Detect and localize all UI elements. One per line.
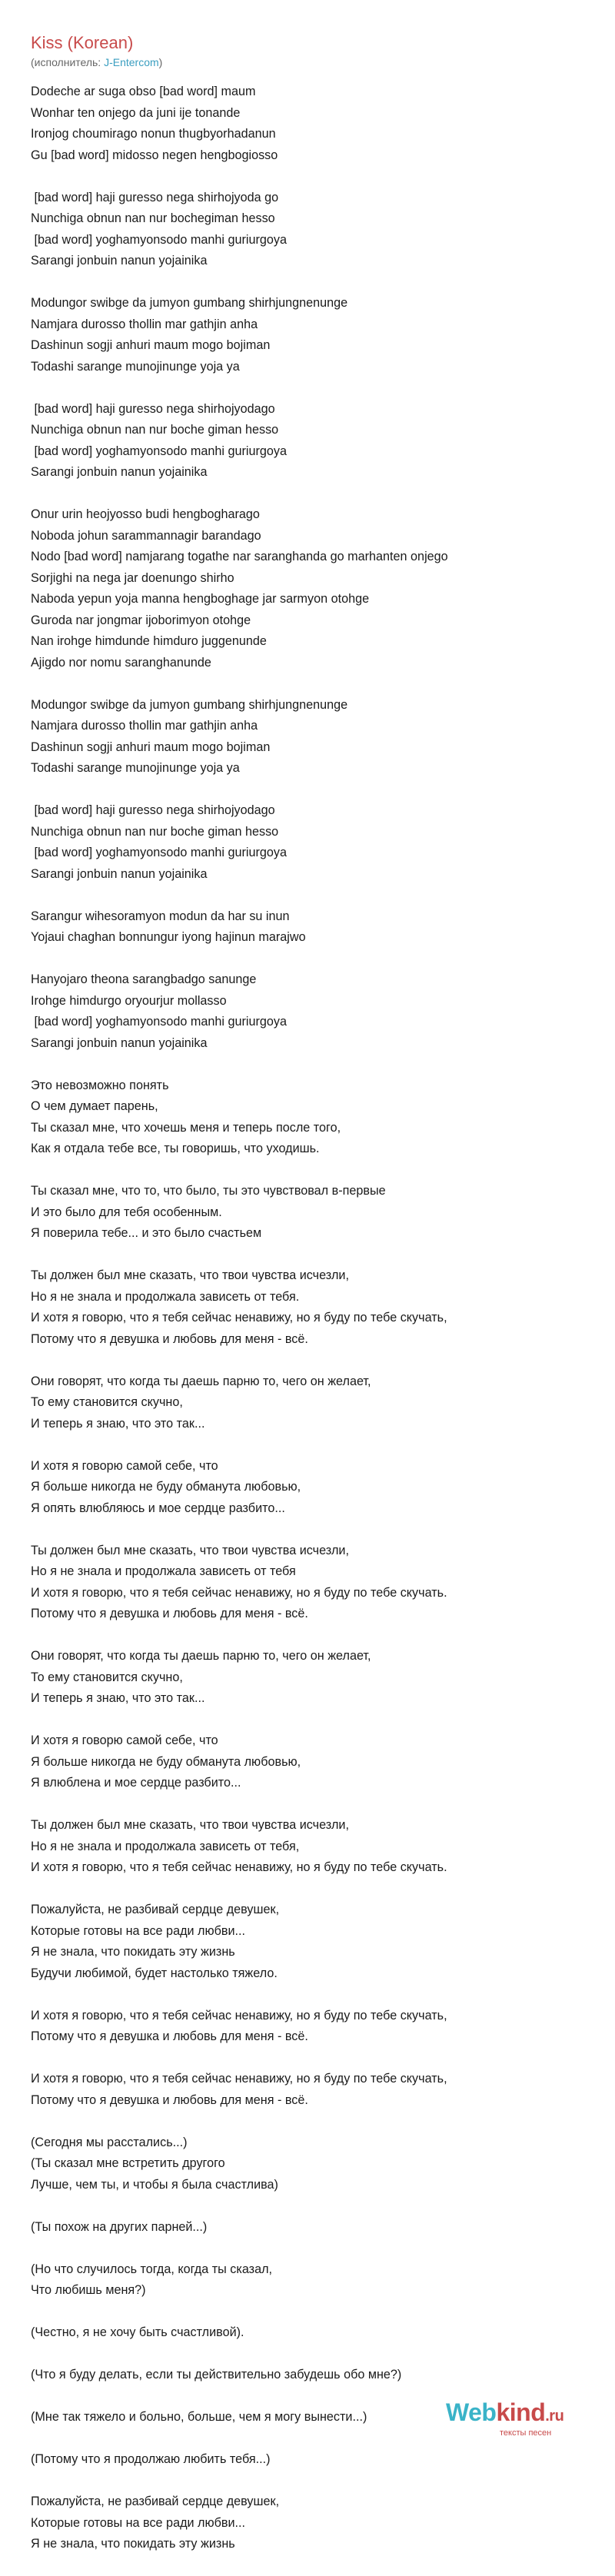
logo-ru-text: .ru	[545, 2408, 564, 2425]
logo-kind-text: kind	[496, 2398, 546, 2426]
lyrics-line: Dashinun sogji anhuri maum mogo bojiman	[31, 338, 271, 352]
lyrics-stanza	[31, 504, 600, 673]
lyrics-stanza	[31, 1181, 600, 1245]
lyrics-line: Hanyojaro theona sarangbadgo sanunge	[31, 972, 257, 986]
lyrics-line: Как я отдала тебе все, ты говоришь, что уходишь.	[31, 1142, 320, 1155]
lyrics-line: Что любишь меня?)	[31, 2283, 146, 2297]
lyrics-line: Это невозможно понять	[31, 1078, 169, 1092]
lyrics-line: И хотя я говорю самой себе, что	[31, 1733, 218, 1747]
lyrics-line: То ему становится скучно,	[31, 1670, 183, 1684]
lyrics-line: Ты сказал мне, что хочешь меня и теперь после того,	[31, 1120, 341, 1135]
lyrics-stanza	[31, 1371, 600, 1435]
lyrics-line: Но я не знала и продолжала зависеть от тебя,	[31, 1839, 300, 1853]
lyrics-line: Я опять влюбляюсь и мое сердце разбито...	[31, 1501, 285, 1515]
artist-suffix: )	[158, 56, 163, 68]
lyrics-stanza	[31, 399, 600, 484]
lyrics-stanza	[31, 1900, 600, 1984]
lyrics-line: [bad word] yoghamyonsodo manhi guriurgoya	[31, 1015, 287, 1029]
lyrics-stanza	[31, 1541, 600, 1625]
lyrics-line: И хотя я говорю самой себе, что	[31, 1458, 218, 1473]
lyrics-line: Sarangi jonbuin nanun yojainika	[31, 1035, 208, 1050]
lyrics-line: Потому что я девушка и любовь для меня - всё.	[31, 1331, 308, 1346]
lyrics-line: Sarangi jonbuin nanun yojainika	[31, 465, 208, 479]
lyrics-line: Ironjog choumirago nonun thugbyorhadanun	[31, 127, 276, 141]
lyrics-line: Guroda nar jongmar ijoborimyon otohge	[31, 613, 251, 627]
lyrics-stanza	[31, 2491, 600, 2555]
lyrics-line: Naboda yepun yoja manna hengboghage jar sarmyon otohge	[31, 592, 370, 606]
lyrics-line: Yojaui chaghan bonnungur iyong hajinun marajwo	[31, 930, 306, 944]
logo-web-text: Web	[446, 2398, 497, 2426]
lyrics-line: Потому что я девушка и любовь для меня - всё.	[31, 2092, 308, 2107]
lyrics-line: Я не знала, что покидать эту жизнь	[31, 1945, 235, 1959]
lyrics-line: Они говорят, что когда ты даешь парню то, чего он желает,	[31, 1649, 371, 1663]
lyrics-line: Пожалуйста, не разбивай сердце девушек,	[31, 1903, 280, 1916]
lyrics-stanza	[31, 1075, 600, 1160]
lyrics-line: И это было для тебя особенным.	[31, 1205, 222, 1219]
lyrics-line: Todashi sarange munojinunge yoja ya	[31, 761, 240, 775]
lyrics-line: Ты должен был мне сказать, что твои чувства исчезли,	[31, 1268, 349, 1282]
lyrics-line: И хотя я говорю, что я тебя сейчас ненавижу, но я буду по тебе скучать,	[31, 1311, 447, 1325]
lyrics-line: Я влюблена и мое сердце разбито...	[31, 1776, 241, 1790]
lyrics-stanza	[31, 906, 600, 949]
lyrics-stanza	[31, 695, 600, 779]
lyrics-line: Sorjighi na nega jar doenungo shirho	[31, 570, 234, 585]
lyrics-line: Modungor swibge da jumyon gumbang shirhjungnenunge	[31, 697, 348, 712]
lyrics-line: Будучи любимой, будет настолько тяжело.	[31, 1966, 278, 1980]
lyrics-line: Onur urin heojyosso budi hengbogharago	[31, 507, 260, 521]
lyrics-line: Они говорят, что когда ты даешь парню то, чего он желает,	[31, 1374, 371, 1388]
lyrics-line: Я больше никогда не буду обманута любовью,	[31, 1754, 301, 1769]
lyrics-line: Dodeche ar suga obso [bad word] maum	[31, 85, 256, 98]
artist-line	[31, 55, 162, 69]
lyrics-line: Sarangur wihesoramyon modun da har su inun	[31, 909, 290, 923]
lyrics-stanza	[31, 2365, 600, 2386]
lyrics-line: Которые готовы на все ради любви...	[31, 2515, 246, 2530]
lyrics-line: Я поверила тебе... и это было счастьем	[31, 1226, 262, 1240]
lyrics-line: Nodo [bad word] namjarang togathe nar saranghanda go marhanten onjego	[31, 550, 448, 563]
artist-link[interactable]: J-Entercom	[104, 56, 159, 68]
lyrics-line: Nunchiga obnun nan nur boche giman hesso	[31, 423, 279, 437]
lyrics-line: Dashinun sogji anhuri maum mogo bojiman	[31, 740, 271, 754]
lyrics-line: И хотя я говорю, что я тебя сейчас ненавижу, но я буду по тебе скучать,	[31, 2072, 447, 2086]
lyrics-line: Nunchiga obnun nan nur bochegiman hesso	[31, 211, 275, 225]
lyrics-line: Которые готовы на все ради любви...	[31, 1923, 246, 1938]
lyrics-stanza	[31, 1815, 600, 1879]
lyrics-line: (Ты сказал мне встретить другого	[31, 2156, 225, 2170]
lyrics-stanza	[31, 188, 600, 272]
lyrics-line: (Потому что я продолжаю любить тебя...)	[31, 2452, 271, 2466]
lyrics-line: Пожалуйста, не разбивай сердце девушек,	[31, 2495, 280, 2508]
lyrics-line: И теперь я знаю, что это так...	[31, 1416, 205, 1431]
lyrics-stanza	[31, 2069, 600, 2111]
lyrics-stanza	[31, 2132, 600, 2196]
lyrics-line: Потому что я девушка и любовь для меня - всё.	[31, 1607, 308, 1620]
lyrics-line: Sarangi jonbuin nanun yojainika	[31, 866, 208, 881]
lyrics-line: И хотя я говорю, что я тебя сейчас ненавижу, но я буду по тебе скучать.	[31, 1860, 447, 1874]
lyrics-line: И хотя я говорю, что я тебя сейчас ненавижу, но я буду по тебе скучать,	[31, 2008, 447, 2023]
lyrics-line: Я не знала, что покидать эту жизнь	[31, 2537, 235, 2551]
lyrics-line: [bad word] yoghamyonsodo manhi guriurgoya	[31, 444, 287, 458]
lyrics-stanza	[31, 800, 600, 885]
lyrics-line: Nan irohge himdunde himduro juggenunde	[31, 634, 267, 648]
lyrics-stanza	[31, 81, 600, 166]
lyrics-line: О чем думает парень,	[31, 1099, 158, 1113]
lyrics-line: (Ты похож на других парней...)	[31, 2219, 208, 2234]
lyrics-stanza	[31, 1730, 600, 1794]
lyrics-line: (Честно, я не хочу быть счастливой).	[31, 2325, 244, 2339]
lyrics-line: Modungor swibge da jumyon gumbang shirhjungnenunge	[31, 296, 348, 310]
lyrics-line: [bad word] haji guresso nega shirhojyodago	[31, 803, 275, 817]
lyrics-line: И хотя я говорю, что я тебя сейчас ненавижу, но я буду по тебе скучать.	[31, 1585, 447, 1600]
lyrics-stanza	[31, 293, 600, 377]
lyrics-line: [bad word] haji guresso nega shirhojyoda go	[31, 190, 279, 204]
lyrics-line: [bad word] yoghamyonsodo manhi guriurgoya	[31, 846, 287, 859]
lyrics-stanza	[31, 2449, 600, 2471]
lyrics-stanza	[31, 2217, 600, 2239]
lyrics-line: Но я не знала и продолжала зависеть от тебя.	[31, 1289, 300, 1304]
lyrics-line: Wonhar ten onjego da juni ije tonande	[31, 105, 241, 120]
lyrics-line: Лучше, чем ты, и чтобы я была счастлива)	[31, 2177, 278, 2192]
lyrics-stanza	[31, 1456, 600, 1520]
lyrics-line: И теперь я знаю, что это так...	[31, 1691, 205, 1705]
lyrics-stanza	[31, 1646, 600, 1710]
lyrics-line: Потому что я девушка и любовь для меня - всё.	[31, 2029, 308, 2043]
lyrics-line: (Что я буду делать, если ты действительно забудешь обо мне?)	[31, 2368, 402, 2382]
lyrics-stanza	[31, 969, 600, 1054]
lyrics-line: [bad word] haji guresso nega shirhojyodago	[31, 401, 275, 416]
lyrics-body	[31, 81, 600, 2576]
lyrics-line: (Сегодня мы расстались...)	[31, 2135, 188, 2149]
lyrics-line: [bad word] yoghamyonsodo manhi guriurgoya	[31, 232, 287, 247]
lyrics-stanza	[31, 2259, 600, 2302]
site-logo[interactable]	[446, 2397, 607, 2443]
artist-prefix: (исполнитель:	[31, 56, 105, 68]
lyrics-line: Ты сказал мне, что то, что было, ты это чувствовал в-первые	[31, 1184, 386, 1198]
lyrics-line: Noboda johun sarammannagir barandago	[31, 528, 261, 543]
lyrics-line: То ему становится скучно,	[31, 1395, 183, 1409]
lyrics-line: Ты должен был мне сказать, что твои чувства исчезли,	[31, 1543, 349, 1557]
lyrics-line: Gu [bad word] midosso negen hengbogiosso	[31, 148, 278, 162]
lyrics-line: Irohge himdurgo oryourjur mollasso	[31, 993, 227, 1008]
lyrics-line: (Но что случилось тогда, когда ты сказал,	[31, 2262, 273, 2276]
lyrics-line: Nunchiga obnun nan nur boche giman hesso	[31, 824, 279, 839]
lyrics-line: Ajigdo nor nomu saranghanunde	[31, 655, 211, 670]
logo-subtitle: тексты песен	[500, 2428, 552, 2438]
lyrics-line: Namjara durosso thollin mar gathjin anha	[31, 719, 258, 733]
lyrics-line: Sarangi jonbuin nanun yojainika	[31, 254, 208, 268]
lyrics-stanza	[31, 2006, 600, 2048]
lyrics-line: Я больше никогда не буду обманута любовью,	[31, 1480, 301, 1494]
lyrics-line: Но я не знала и продолжала зависеть от тебя	[31, 1564, 296, 1578]
lyrics-stanza	[31, 2322, 600, 2344]
lyrics-line: Ты должен был мне сказать, что твои чувства исчезли,	[31, 1818, 349, 1832]
lyrics-line: (Мне так тяжело и больно, больше, чем я могу вынести...)	[31, 2410, 367, 2424]
logo-wordmark	[446, 2397, 563, 2431]
lyrics-line: Namjara durosso thollin mar gathjin anha	[31, 317, 258, 331]
song-title: Kiss (Korean)	[31, 33, 134, 52]
lyrics-line: Todashi sarange munojinunge yoja ya	[31, 359, 240, 374]
lyrics-stanza	[31, 1265, 600, 1350]
